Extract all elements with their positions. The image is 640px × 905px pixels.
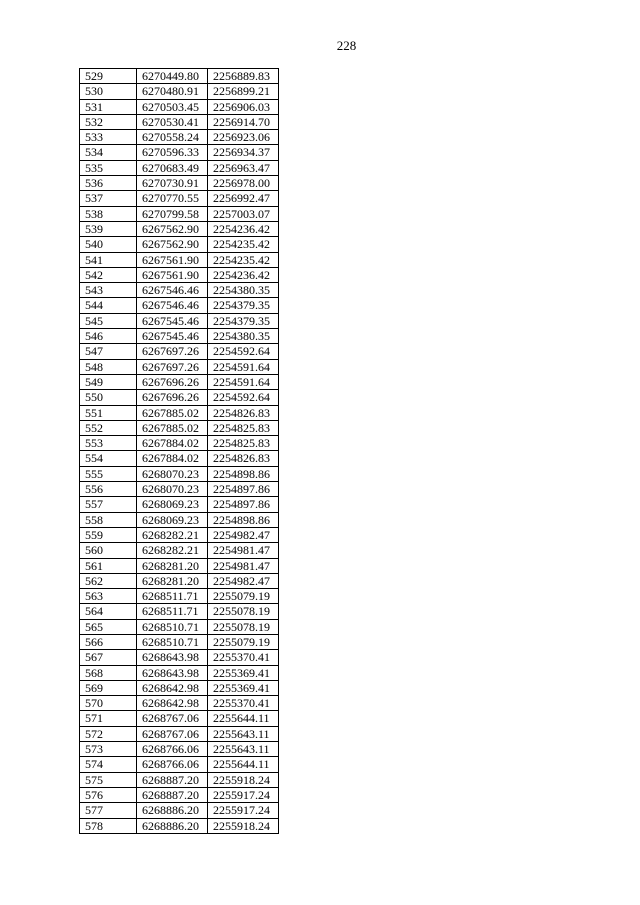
point-number-cell: 576: [80, 787, 137, 802]
y-coordinate-cell: 2254591.64: [208, 374, 279, 389]
y-coordinate-cell: 2254235.42: [208, 252, 279, 267]
y-coordinate-cell: 2256923.06: [208, 130, 279, 145]
point-number-cell: 560: [80, 543, 137, 558]
point-number-cell: 546: [80, 329, 137, 344]
table-row: [80, 267, 279, 282]
x-coordinate-cell: 6267885.02: [137, 405, 208, 420]
point-number-cell: 536: [80, 176, 137, 191]
point-number-cell: 564: [80, 604, 137, 619]
y-coordinate-cell: 2256934.37: [208, 145, 279, 160]
x-coordinate-cell: 6267546.46: [137, 283, 208, 298]
table-row: [80, 420, 279, 435]
point-number-cell: 545: [80, 313, 137, 328]
x-coordinate-cell: 6268069.23: [137, 497, 208, 512]
table-row: [80, 160, 279, 175]
table-row: [80, 650, 279, 665]
y-coordinate-cell: 2255644.11: [208, 711, 279, 726]
table-row: [80, 711, 279, 726]
x-coordinate-cell: 6267545.46: [137, 313, 208, 328]
y-coordinate-cell: 2256906.03: [208, 99, 279, 114]
x-coordinate-cell: 6267697.26: [137, 359, 208, 374]
y-coordinate-cell: 2255079.19: [208, 634, 279, 649]
point-number-cell: 563: [80, 589, 137, 604]
table-row: [80, 527, 279, 542]
y-coordinate-cell: 2254826.83: [208, 451, 279, 466]
point-number-cell: 574: [80, 757, 137, 772]
x-coordinate-cell: 6267545.46: [137, 329, 208, 344]
x-coordinate-cell: 6267696.26: [137, 390, 208, 405]
y-coordinate-cell: 2254236.42: [208, 267, 279, 282]
point-number-cell: 548: [80, 359, 137, 374]
x-coordinate-cell: 6268767.06: [137, 711, 208, 726]
table-row: [80, 99, 279, 114]
y-coordinate-cell: 2255917.24: [208, 787, 279, 802]
x-coordinate-cell: 6268642.98: [137, 696, 208, 711]
table-row: [80, 451, 279, 466]
table-row: [80, 665, 279, 680]
x-coordinate-cell: 6268886.20: [137, 803, 208, 818]
x-coordinate-cell: 6267885.02: [137, 420, 208, 435]
table-row: [80, 405, 279, 420]
x-coordinate-cell: 6268069.23: [137, 512, 208, 527]
x-coordinate-cell: 6267562.90: [137, 237, 208, 252]
table-row: [80, 757, 279, 772]
y-coordinate-cell: 2256978.00: [208, 176, 279, 191]
point-number-cell: 577: [80, 803, 137, 818]
table-row: [80, 374, 279, 389]
table-row: [80, 573, 279, 588]
point-number-cell: 556: [80, 482, 137, 497]
y-coordinate-cell: 2254826.83: [208, 405, 279, 420]
x-coordinate-cell: 6268643.98: [137, 665, 208, 680]
y-coordinate-cell: 2254982.47: [208, 573, 279, 588]
table-row: [80, 145, 279, 160]
y-coordinate-cell: 2254591.64: [208, 359, 279, 374]
table-row: [80, 130, 279, 145]
point-number-cell: 557: [80, 497, 137, 512]
point-number-cell: 544: [80, 298, 137, 313]
y-coordinate-cell: 2255369.41: [208, 680, 279, 695]
y-coordinate-cell: 2256899.21: [208, 84, 279, 99]
x-coordinate-cell: 6270770.55: [137, 191, 208, 206]
table-row: [80, 252, 279, 267]
table-row: [80, 390, 279, 405]
point-number-cell: 562: [80, 573, 137, 588]
y-coordinate-cell: 2254982.47: [208, 527, 279, 542]
y-coordinate-cell: 2254897.86: [208, 497, 279, 512]
point-number-cell: 573: [80, 742, 137, 757]
x-coordinate-cell: 6268281.20: [137, 573, 208, 588]
y-coordinate-cell: 2254235.42: [208, 237, 279, 252]
table-row: [80, 619, 279, 634]
point-number-cell: 529: [80, 69, 137, 84]
y-coordinate-cell: 2255917.24: [208, 803, 279, 818]
x-coordinate-cell: 6268510.71: [137, 634, 208, 649]
point-number-cell: 568: [80, 665, 137, 680]
y-coordinate-cell: 2256914.70: [208, 114, 279, 129]
table-row: [80, 298, 279, 313]
y-coordinate-cell: 2254898.86: [208, 466, 279, 481]
table-row: [80, 604, 279, 619]
table-row: [80, 680, 279, 695]
y-coordinate-cell: 2254380.35: [208, 283, 279, 298]
y-coordinate-cell: 2254981.47: [208, 558, 279, 573]
table-row: [80, 482, 279, 497]
y-coordinate-cell: 2256889.83: [208, 69, 279, 84]
point-number-cell: 541: [80, 252, 137, 267]
point-number-cell: 531: [80, 99, 137, 114]
y-coordinate-cell: 2255644.11: [208, 757, 279, 772]
point-number-cell: 553: [80, 436, 137, 451]
point-number-cell: 532: [80, 114, 137, 129]
x-coordinate-cell: 6270503.45: [137, 99, 208, 114]
point-number-cell: 555: [80, 466, 137, 481]
x-coordinate-cell: 6268282.21: [137, 543, 208, 558]
x-coordinate-cell: 6268886.20: [137, 818, 208, 833]
point-number-cell: 571: [80, 711, 137, 726]
point-number-cell: 551: [80, 405, 137, 420]
y-coordinate-cell: 2254379.35: [208, 313, 279, 328]
table-row: [80, 221, 279, 236]
table-row: [80, 466, 279, 481]
point-number-cell: 530: [80, 84, 137, 99]
table-row: [80, 436, 279, 451]
y-coordinate-cell: 2255369.41: [208, 665, 279, 680]
point-number-cell: 558: [80, 512, 137, 527]
point-number-cell: 572: [80, 726, 137, 741]
point-number-cell: 540: [80, 237, 137, 252]
y-coordinate-cell: 2254897.86: [208, 482, 279, 497]
point-number-cell: 533: [80, 130, 137, 145]
coordinates-table: [79, 68, 279, 834]
point-number-cell: 537: [80, 191, 137, 206]
x-coordinate-cell: 6268767.06: [137, 726, 208, 741]
table-row: [80, 329, 279, 344]
point-number-cell: 570: [80, 696, 137, 711]
point-number-cell: 549: [80, 374, 137, 389]
y-coordinate-cell: 2256992.47: [208, 191, 279, 206]
y-coordinate-cell: 2255643.11: [208, 726, 279, 741]
x-coordinate-cell: 6270799.58: [137, 206, 208, 221]
x-coordinate-cell: 6268766.06: [137, 742, 208, 757]
table-row: [80, 191, 279, 206]
x-coordinate-cell: 6267884.02: [137, 451, 208, 466]
table-row: [80, 634, 279, 649]
y-coordinate-cell: 2257003.07: [208, 206, 279, 221]
x-coordinate-cell: 6267562.90: [137, 221, 208, 236]
table-row: [80, 497, 279, 512]
table-row: [80, 543, 279, 558]
table-row: [80, 558, 279, 573]
point-number-cell: 550: [80, 390, 137, 405]
x-coordinate-cell: 6270683.49: [137, 160, 208, 175]
table-row: [80, 84, 279, 99]
point-number-cell: 559: [80, 527, 137, 542]
x-coordinate-cell: 6268070.23: [137, 466, 208, 481]
x-coordinate-cell: 6270449.80: [137, 69, 208, 84]
table-row: [80, 359, 279, 374]
table-row: [80, 818, 279, 833]
point-number-cell: 566: [80, 634, 137, 649]
y-coordinate-cell: 2254380.35: [208, 329, 279, 344]
y-coordinate-cell: 2254825.83: [208, 420, 279, 435]
table-row: [80, 803, 279, 818]
table-row: [80, 206, 279, 221]
x-coordinate-cell: 6270558.24: [137, 130, 208, 145]
y-coordinate-cell: 2254898.86: [208, 512, 279, 527]
x-coordinate-cell: 6267561.90: [137, 267, 208, 282]
point-number-cell: 542: [80, 267, 137, 282]
y-coordinate-cell: 2255370.41: [208, 696, 279, 711]
point-number-cell: 539: [80, 221, 137, 236]
x-coordinate-cell: 6268887.20: [137, 787, 208, 802]
table-row: [80, 696, 279, 711]
x-coordinate-cell: 6270530.41: [137, 114, 208, 129]
x-coordinate-cell: 6270730.91: [137, 176, 208, 191]
y-coordinate-cell: 2254981.47: [208, 543, 279, 558]
point-number-cell: 534: [80, 145, 137, 160]
table-row: [80, 512, 279, 527]
table-row: [80, 237, 279, 252]
y-coordinate-cell: 2254592.64: [208, 344, 279, 359]
point-number-cell: 547: [80, 344, 137, 359]
x-coordinate-cell: 6268642.98: [137, 680, 208, 695]
x-coordinate-cell: 6268070.23: [137, 482, 208, 497]
point-number-cell: 543: [80, 283, 137, 298]
table-row: [80, 114, 279, 129]
y-coordinate-cell: 2254825.83: [208, 436, 279, 451]
y-coordinate-cell: 2255370.41: [208, 650, 279, 665]
y-coordinate-cell: 2255078.19: [208, 619, 279, 634]
y-coordinate-cell: 2254592.64: [208, 390, 279, 405]
table-row: [80, 344, 279, 359]
y-coordinate-cell: 2254236.42: [208, 221, 279, 236]
table-row: [80, 742, 279, 757]
point-number-cell: 567: [80, 650, 137, 665]
x-coordinate-cell: 6268643.98: [137, 650, 208, 665]
point-number-cell: 575: [80, 772, 137, 787]
x-coordinate-cell: 6268766.06: [137, 757, 208, 772]
point-number-cell: 535: [80, 160, 137, 175]
point-number-cell: 578: [80, 818, 137, 833]
point-number-cell: 554: [80, 451, 137, 466]
x-coordinate-cell: 6267561.90: [137, 252, 208, 267]
y-coordinate-cell: 2255078.19: [208, 604, 279, 619]
x-coordinate-cell: 6268511.71: [137, 589, 208, 604]
x-coordinate-cell: 6268511.71: [137, 604, 208, 619]
x-coordinate-cell: 6268887.20: [137, 772, 208, 787]
table-row: [80, 313, 279, 328]
x-coordinate-cell: 6267546.46: [137, 298, 208, 313]
x-coordinate-cell: 6267697.26: [137, 344, 208, 359]
point-number-cell: 552: [80, 420, 137, 435]
y-coordinate-cell: 2255918.24: [208, 772, 279, 787]
x-coordinate-cell: 6267696.26: [137, 374, 208, 389]
x-coordinate-cell: 6267884.02: [137, 436, 208, 451]
y-coordinate-cell: 2255918.24: [208, 818, 279, 833]
table-row: [80, 772, 279, 787]
y-coordinate-cell: 2254379.35: [208, 298, 279, 313]
point-number-cell: 565: [80, 619, 137, 634]
y-coordinate-cell: 2255643.11: [208, 742, 279, 757]
table-row: [80, 69, 279, 84]
y-coordinate-cell: 2255079.19: [208, 589, 279, 604]
x-coordinate-cell: 6270596.33: [137, 145, 208, 160]
x-coordinate-cell: 6268282.21: [137, 527, 208, 542]
point-number-cell: 569: [80, 680, 137, 695]
point-number-cell: 538: [80, 206, 137, 221]
page-number: 228: [336, 38, 357, 53]
table-row: [80, 589, 279, 604]
table-row: [80, 283, 279, 298]
table-row: [80, 726, 279, 741]
x-coordinate-cell: 6270480.91: [137, 84, 208, 99]
x-coordinate-cell: 6268281.20: [137, 558, 208, 573]
point-number-cell: 561: [80, 558, 137, 573]
x-coordinate-cell: 6268510.71: [137, 619, 208, 634]
y-coordinate-cell: 2256963.47: [208, 160, 279, 175]
table-row: [80, 176, 279, 191]
table-row: [80, 787, 279, 802]
coordinates-table-body: [80, 69, 279, 834]
